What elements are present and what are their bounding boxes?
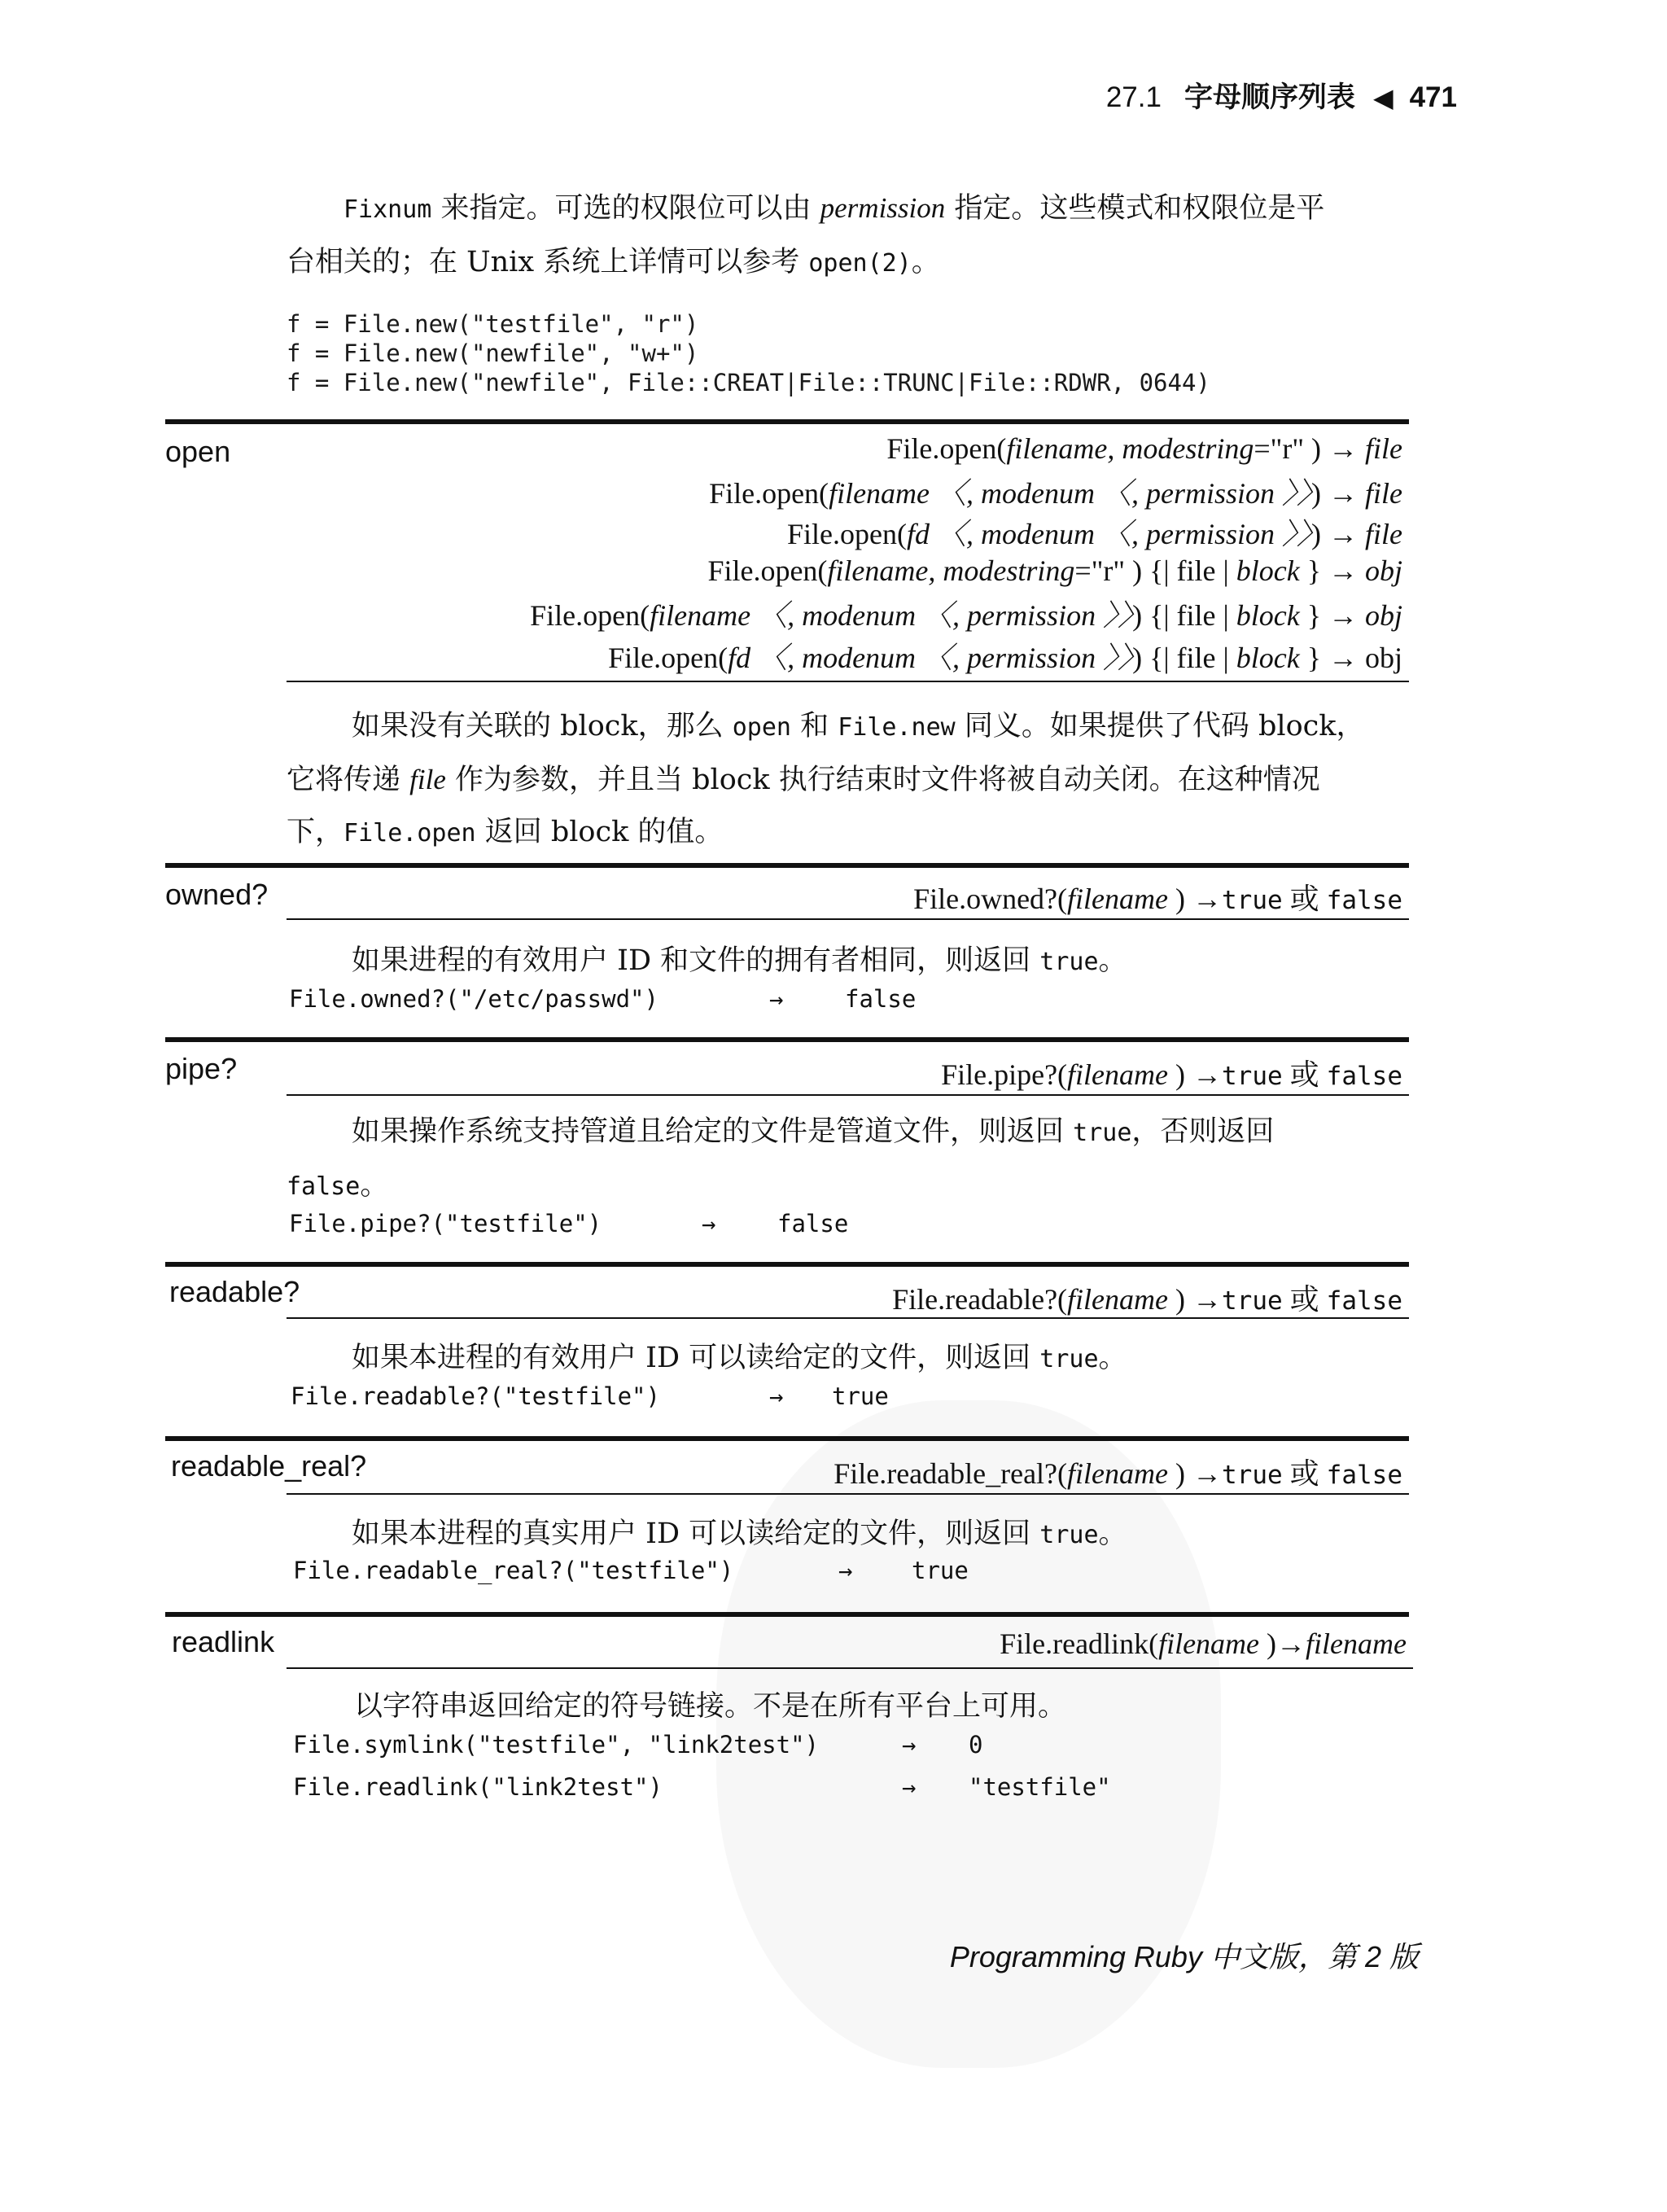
example-result: false [845,985,917,1013]
signature-line: File.open(filename, modestring="r" ) {| file | block } → obj [707,554,1402,587]
arrow-right-icon: → [769,1382,784,1410]
signature-line: File.open(fd 〈, modenum 〈, permission 〉〉) → file [787,518,1402,550]
signature-line: File.open(filename 〈, modenum 〈, permission 〉〉) → file [709,477,1402,510]
intro-code-block [287,309,1210,397]
section-rule [165,1037,1409,1042]
readable-description: 如果本进程的有效用户 ID 可以读给定的文件，则返回 true。 [352,1342,1127,1374]
signature-line: File.readable_real?(filename ) →true 或 false [834,1457,1402,1490]
method-name-owned: owned? [165,878,269,911]
section-rule [165,419,1409,424]
arrow-right-icon: → [902,1773,917,1801]
signature-line: File.readlink(filename )→filename [1000,1627,1407,1660]
page-number: 471 [1409,81,1457,113]
example-result: "testfile" [969,1773,1111,1801]
section-number: 27.1 [1105,81,1162,113]
signature-rule [287,1667,1413,1669]
signature-line: File.open(filename, modestring="r" ) → file [886,432,1402,465]
example-code: File.owned?("/etc/passwd") [289,985,658,1013]
pipe-description: 如果操作系统支持管道且给定的文件是管道文件，则返回 true，否则返回 false。 [287,1115,1275,1202]
book-footer: Programming Ruby 中文版，第 2 版 [949,1940,1419,1973]
signature-rule [287,1493,1409,1495]
arrow-right-icon: → [702,1210,716,1237]
code-line: f = File.new("newfile", "w+") [287,339,699,367]
signature-line: File.owned?(filename ) →true 或 false [913,883,1402,915]
signature-rule [287,1317,1409,1319]
example-result: 0 [969,1731,983,1759]
signature-line: File.pipe?(filename ) →true 或 false [941,1058,1402,1091]
signature-line: File.readable?(filename ) →true 或 false [892,1283,1402,1316]
example-result: true [912,1557,969,1584]
section-title: 字母顺序列表 [1184,81,1355,114]
signature-rule [287,1094,1409,1096]
example-code: File.readlink("link2test") [293,1773,663,1801]
section-rule [165,1612,1409,1617]
code-line: f = File.new("newfile", File::CREAT|File::TRUNC|File::RDWR, 0644) [287,369,1210,396]
signature-rule [287,918,1409,920]
owned-description: 如果进程的有效用户 ID 和文件的拥有者相同，则返回 true。 [352,944,1127,977]
example-code: File.readable?("testfile") [291,1382,660,1410]
arrow-right-icon: → [769,985,784,1013]
running-header [1106,75,1457,116]
section-rule [165,863,1409,868]
method-name-readable: readable? [169,1275,300,1308]
readlink-description: 以字符串返回给定的符号链接。不是在所有平台上可用。 [354,1690,1067,1723]
intro-paragraph: Fixnum 来指定。可选的权限位可以由 permission 指定。这些模式和权限位是平 台相关的；在 Unix 系统上详情可以参考 open(2)。 [287,192,1325,278]
arrow-right-icon: → [902,1731,917,1759]
arrow-right-icon: → [838,1557,853,1584]
method-name-pipe: pipe? [165,1052,238,1085]
example-result: true [832,1382,889,1410]
code-line: f = File.new("testfile", "r") [287,310,699,338]
open-description: 如果没有关联的 block，那么 open 和 File.new 同义。如果提供了代码 block， 它将传递 file 作为参数，并且当 block 执行结束时文件将被自动关闭。在这种情况 下，File.open 返回 block 的值。 [287,710,1365,848]
example-code: File.pipe?("testfile") [289,1210,602,1237]
example-result: false [777,1210,849,1237]
method-name-open: open [165,435,231,468]
signature-line: File.open(fd 〈, modenum 〈, permission 〉〉) {| file | block } → obj [608,642,1402,674]
section-rule [165,1262,1409,1267]
signature-rule [287,681,1409,682]
method-name-readable-real: readable_real? [171,1449,367,1483]
example-code: File.symlink("testfile", "link2test") [293,1731,820,1759]
method-name-readlink: readlink [172,1625,275,1658]
triangle-left-icon: ◀ [1372,82,1394,113]
example-code: File.readable_real?("testfile") [293,1557,734,1584]
signature-line: File.open(filename 〈, modenum 〈, permission 〉〉) {| file | block } → obj [530,599,1402,632]
section-rule [165,1436,1409,1441]
readable-real-description: 如果本进程的真实用户 ID 可以读给定的文件，则返回 true。 [352,1518,1127,1550]
